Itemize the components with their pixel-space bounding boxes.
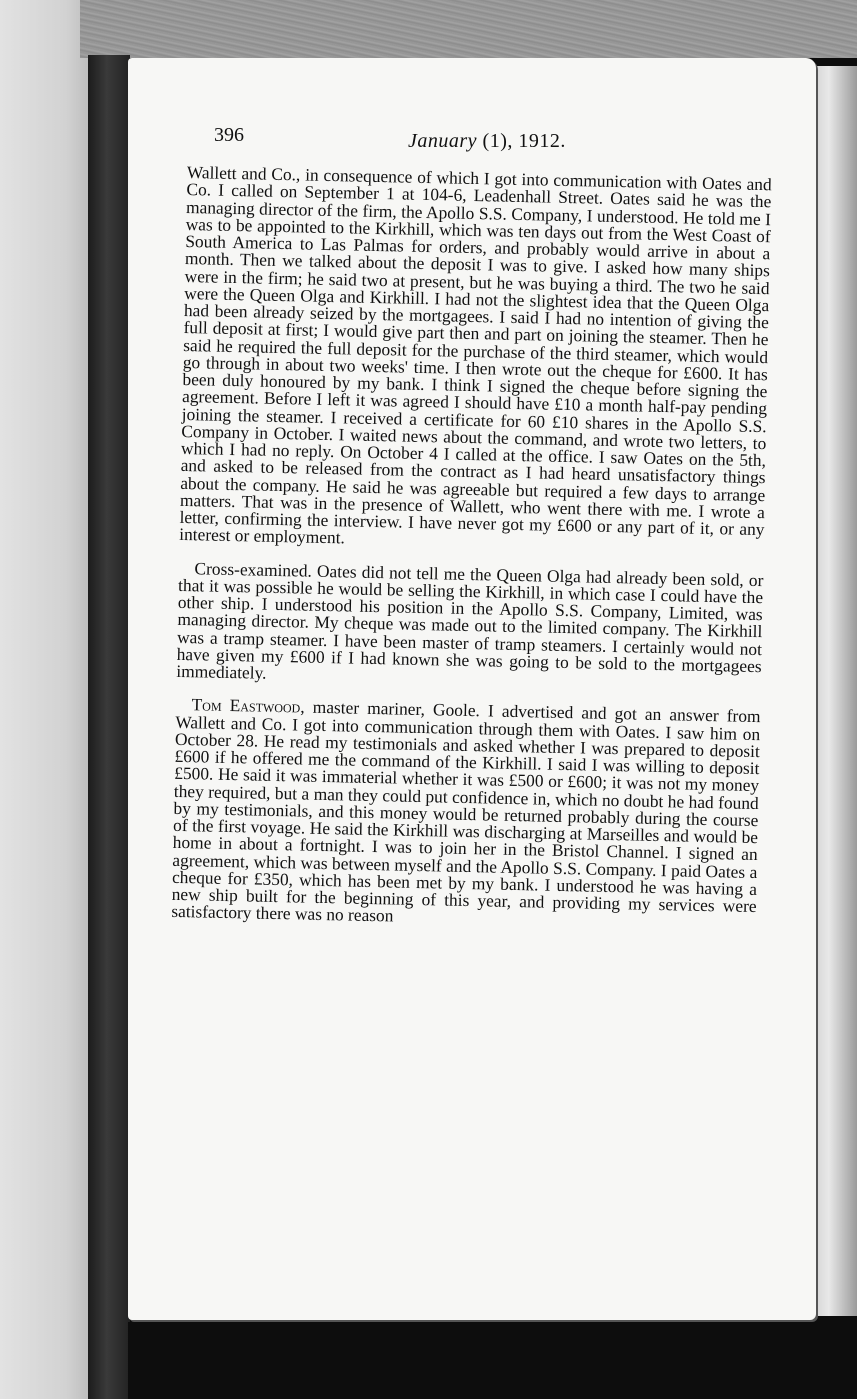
running-head-date: (1), 1912. [477,130,566,152]
paragraph-testimony-continued: Wallett and Co., in consequence of which I got into communication with Oates and Co. I called on September 1 at 104-6, Leadenhall Street. Oates said he was the managing director of the firm, the Apollo S.S. Company, I understood. He told me I was to be appointed to the Kirkhill, which was ten days out from the West Coast of South America to Las Palmas for orders, and probably would arrive in about a month. Then we talked about the deposit I was to give. I asked how many ships were in the firm; he said two at present, but he was buying a third. The two he said were the Queen Olga and Kirkhill. I had not the slightest idea that the Queen Olga had been already seized by the mortgagees. I said I had no intention of giving the full deposit at first; I would give part then and part on joining the steamer. Then he said he required the full deposit for the purchase of the third steamer, which would go through in about two weeks' time. I then wrote out the cheque for £600. It has been duly honoured by my bank. I think I signed the cheque before signing the agreement. Before I left it was agreed I should have £10 a month half-pay pending joining the steamer. I received a certificate for 60 £10 shares in the Apollo S.S. Company in October. I waited news about the command, and wrote two letters, to which I had no reply. On October 4 I called at the office. I saw Oates on the 5th, and asked to be released from the contract as I had heard unsatisfactory things about the company. He said he was agreeable but required a few days to arrange matters. That was in the presence of Wallett, who went there with me. I wrote a letter, confirming the interview. I have never got my £600 or any part of it, or any interest or employment. [179,162,772,548]
paragraph-cross-examined: Cross-examined. Oates did not tell me the Queen Olga had already been sold, or that it was possible he would be selling the Kirkhill, in which case I could have the other ship. I understood his position in the Apollo S.S. Company, Limited, was managing director. My cheque was made out to the limited company. The Kirkhill was a tramp steamer. I have been master of tramp steamers. I certainly would not have given my £600 if I had known she was going to be sold to the mortgagees immediately. [176,557,764,683]
running-head-month: January [408,130,478,152]
running-head [408,130,566,153]
scanner-background-left [0,0,94,1399]
witness-name: Tom Eastwood [191,694,301,717]
page-edge-right [810,66,857,1316]
page-number: 396 [214,124,244,146]
paragraph-tom-eastwood [171,696,761,932]
book-cover-edge [88,55,130,1399]
scanner-background-top [80,0,857,58]
body-text [171,164,772,933]
scanner-background-bottom [128,1322,857,1399]
witness-testimony: , master mariner, Goole. I advertised and got an answer from Wallett and Co. I got into communication through them with Oates. I saw him on October 28. He read my testimonials and asked whether I was prepared to deposit £600 if he offered me the command of the Kirkhill. I said I was willing to deposit £500. He said it was immaterial whether it was £500 or £600; it was not my money they required, but a man they could put confidence in, which no doubt he had found by my testimonials, and this money would be returned probably during the course of the first voyage. He said the Kirkhill was discharging at Marseilles and would be home in about a fortnight. I was to join her in the Bristol Channel. I signed an agreement, which was between myself and the Apollo S.S. Company. I paid Oates a cheque for £350, which has been met by my bank. I understood he was having a new ship built for the beginning of this year, and providing my services were satisfactory there was no reason [171,696,761,926]
